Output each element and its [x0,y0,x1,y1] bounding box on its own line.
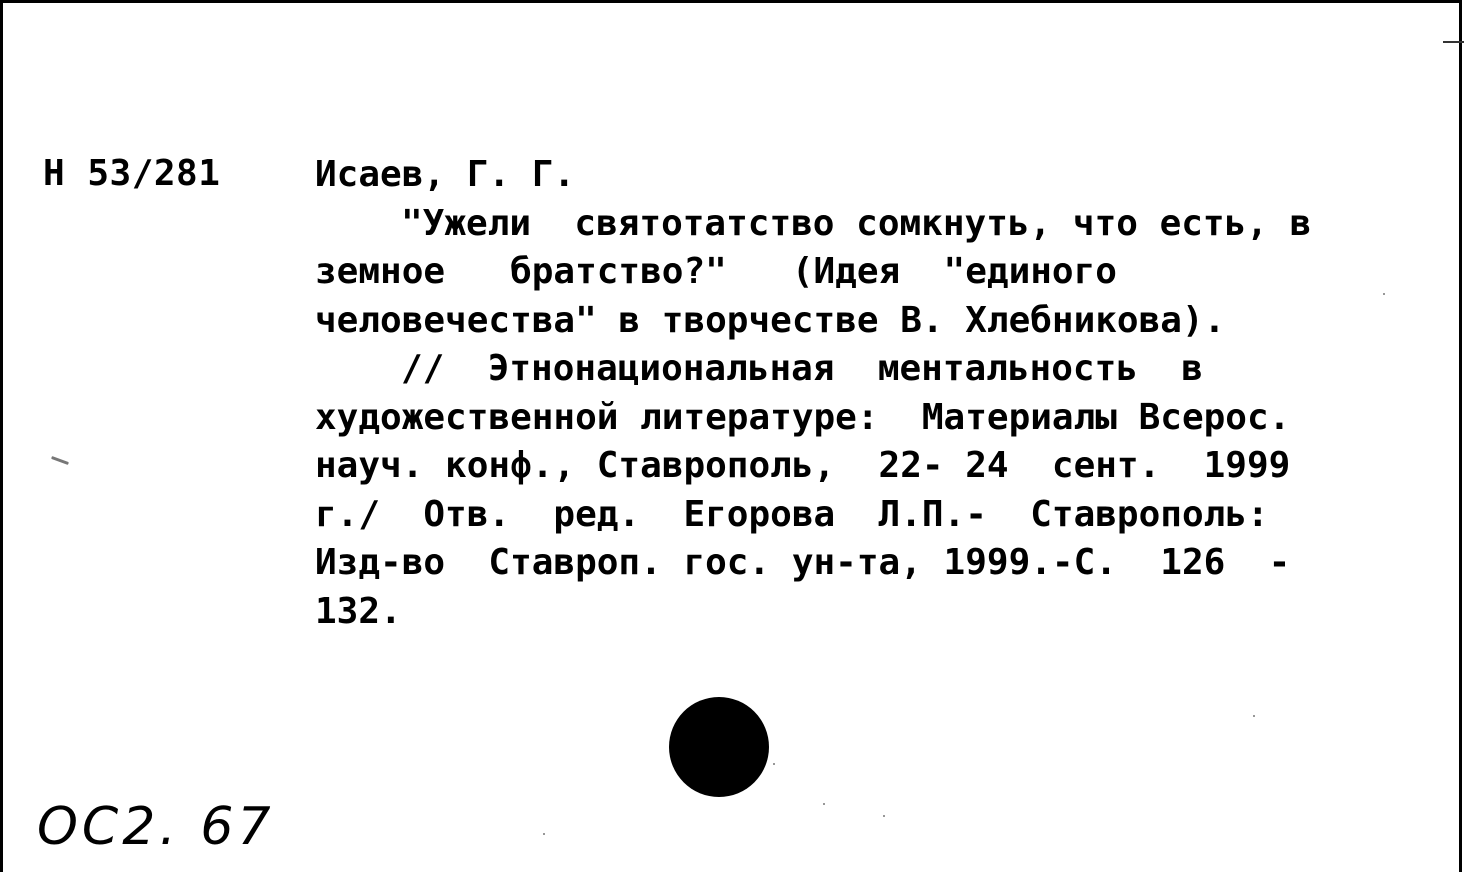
scan-speck [1383,293,1385,295]
source-line: художественной литературе: Материалы Всерос. [315,396,1291,438]
scan-speck [773,763,775,765]
title-line: человечества" в творчестве В. Хлебникова). [315,299,1226,341]
title-line: "Ужели святотатство сомкнуть, что есть, в [401,202,1312,244]
title-line: земное братство?" (Идея "единого [315,251,1117,292]
source-line: 132. [315,590,402,632]
scan-speck [1443,41,1464,43]
scan-speck [51,456,69,465]
scan-speck [1253,715,1255,717]
handwritten-call-number: ОС2. 67 [37,797,275,857]
source-line: г./ Отв. ред. Егорова Л.П.- Ставрополь: [315,493,1269,535]
source-line: // Этнонациональная ментальность в [401,348,1203,389]
source-line: Изд-во Ставроп. гос. ун-та, 1999.-С. 126 - [315,542,1291,583]
scan-speck [543,833,545,835]
source-line: науч. конф., Ставрополь, 22- 24 сент. 1999 [315,445,1291,486]
shelfmark: Н 53/281 [43,153,221,194]
bibliographic-entry [315,151,1425,636]
punch-hole [669,697,769,797]
author: Исаев, Г. Г. [315,154,576,195]
scan-speck [883,815,885,817]
scan-speck [823,803,825,805]
